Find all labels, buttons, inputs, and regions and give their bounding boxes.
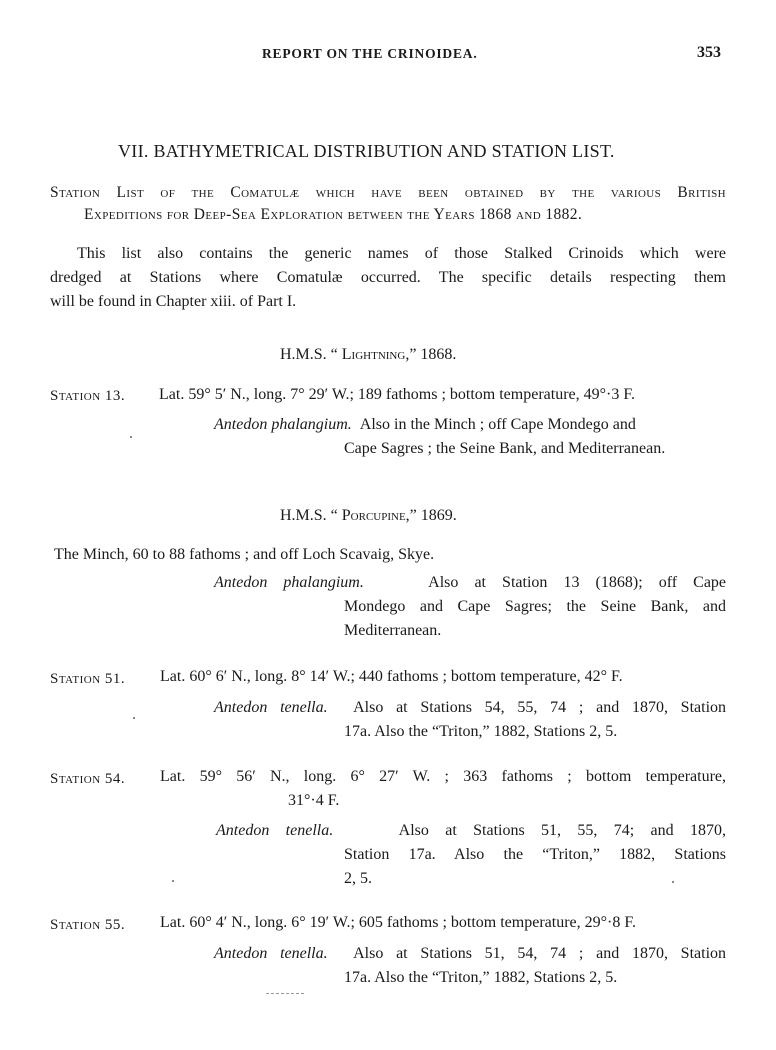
intro-line-1: This list also contains the generic names of those Stalked Crinoids which were [77,245,726,262]
chapter-title: VII. BATHYMETRICAL DISTRIBUTION AND STATION LIST. [118,141,615,161]
print-speck [133,717,135,719]
station-51-species-line [214,699,726,717]
station-51-note-line-2: 17a. Also the “Triton,” 1882, Stations 2, 5. [344,723,618,740]
station-13-species-line [214,416,726,434]
species-note: Also at Stations 51, 54, 74 ; and 1870, Station [353,945,727,962]
print-speck [130,436,132,438]
minch-note-line-3: Mediterranean. [344,622,442,639]
station-54-note-line-2: Station 17a. Also the “Triton,” 1882, Stations [344,846,726,863]
station-55-details: Lat. 60° 4′ N., long. 6° 19′ W.; 605 fathoms ; bottom temperature, 29°·8 F. [160,914,636,931]
print-speck [672,881,674,883]
station-54-species-line [216,822,726,840]
lightning-heading: H.M.S. “ Lightning,” 1868. [280,346,457,363]
station-13-label: Station 13. [50,388,126,404]
species-note: Also at Station 13 (1868); off Cape [428,574,727,591]
station-55-label: Station 55. [50,917,126,933]
minch-note-line-2: Mondego and Cape Sagres; the Seine Bank, and [344,598,726,615]
station-51-details: Lat. 60° 6′ N., long. 8° 14′ W.; 440 fathoms ; bottom temperature, 42° F. [160,668,623,685]
species-note: Also at Stations 54, 55, 74 ; and 1870, Station [353,699,727,716]
subtitle-line-1: Station List of the Comatulæ which have been obtained by the various British [50,184,726,201]
species-name: Antedon phalangium. [214,416,352,433]
intro-line-2: dredged at Stations where Comatulæ occurred. The specific details respecting them [50,269,726,286]
subtitle-line-2: Expeditions for Deep-Sea Exploration between the Years 1868 and 1882. [84,206,583,223]
station-54-details-line-2: 31°·4 F. [288,792,340,809]
station-55-species-line [214,945,726,963]
print-smudge [266,993,304,995]
species-note: Also in the Minch ; off Cape Mondego and [359,416,636,433]
porcupine-heading: H.M.S. “ Porcupine,” 1869. [280,507,457,524]
species-name: Antedon tenella. [216,822,334,839]
station-54-details-line-1: Lat. 59° 56′ N., long. 6° 27′ W. ; 363 fathoms ; bottom temperature, [160,768,726,785]
species-note: Also at Stations 51, 55, 74; and 1870, [398,822,727,839]
station-13-note-line-2: Cape Sagres ; the Seine Bank, and Mediterranean. [344,440,666,457]
species-name: Antedon tenella. [214,945,328,962]
station-54-label: Station 54. [50,771,126,787]
intro-line-3: will be found in Chapter xiii. of Part I. [50,293,297,310]
print-speck [172,880,174,882]
station-54-note-line-3: 2, 5. [344,870,372,887]
page-number: 353 [697,44,721,61]
station-13-details: Lat. 59° 5′ N., long. 7° 29′ W.; 189 fathoms ; bottom temperature, 49°·3 F. [159,386,635,403]
station-51-label: Station 51. [50,671,126,687]
minch-species-line [214,574,726,592]
running-title: REPORT ON THE CRINOIDEA. [262,46,478,61]
species-name: Antedon phalangium. [214,574,364,591]
station-55-note-line-2: 17a. Also the “Triton,” 1882, Stations 2, 5. [344,969,618,986]
species-name: Antedon tenella. [214,699,328,716]
minch-details: The Minch, 60 to 88 fathoms ; and off Loch Scavaig, Skye. [54,546,435,563]
